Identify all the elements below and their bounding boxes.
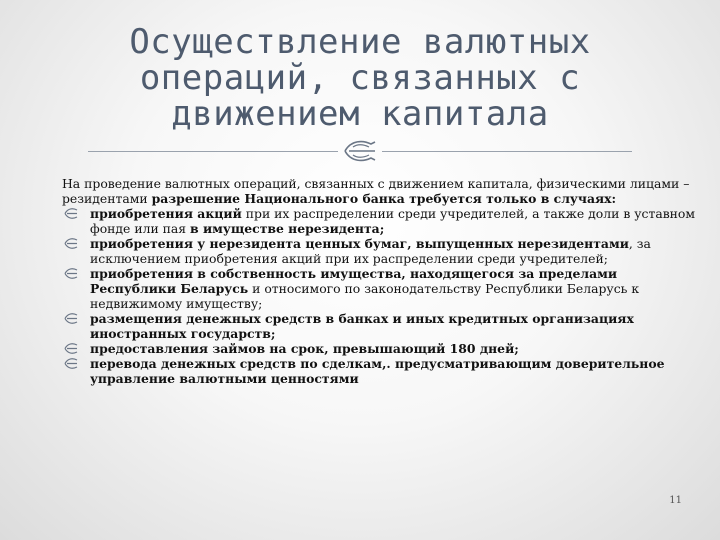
page-number: 11: [669, 495, 682, 506]
item-bold-text: в имуществе нерезидента;: [190, 221, 385, 236]
list-item: [62, 356, 702, 386]
title-divider-right: [382, 151, 632, 152]
item-bold-text: предоставления займов на срок, превышающий 180 дней;: [90, 341, 519, 356]
cases-list: [62, 206, 702, 386]
title-line-2: операций, связанных с: [139, 58, 581, 98]
item-bold-text: приобретения акций: [90, 206, 242, 221]
item-text: и относимого по законодательству Республики Беларусь к недвижимому имуществу;: [90, 281, 640, 311]
item-bold-text: приобретения у нерезидента ценных бумаг, выпущенных нерезидентами: [90, 236, 629, 251]
divider-ornament-icon: [341, 138, 379, 164]
slide-title: [40, 24, 680, 132]
bullet-icon: [64, 238, 78, 249]
item-bold-text: приобретения в собственность имущества, находящегося за пределами Республики Беларусь: [90, 266, 618, 296]
title-divider-left: [88, 151, 338, 152]
title-line-1: Осуществление валютных: [129, 22, 591, 62]
item-text: , за исключением приобретения акций при их распределении среди учредителей;: [90, 236, 651, 266]
item-text: при их распределении среди учредителей, а также доли в уставном фонде или пая: [90, 206, 696, 236]
intro-bold-text: разрешение Национального банка требуется только в случаях:: [151, 191, 617, 206]
intro-text: На проведение валютных операций, связанных с движением капитала, физическими лицами – резидентами: [62, 176, 690, 206]
item-bold-text: перевода денежных средств по сделкам,. предусматривающим доверительное управление валютными ценностями: [90, 356, 665, 386]
bullet-icon: [64, 358, 78, 369]
bullet-icon: [64, 343, 78, 354]
list-item: [62, 236, 702, 266]
item-bold-text: размещения денежных средств в банках и иных кредитных организациях иностранных государств;: [90, 311, 634, 341]
bullet-icon: [64, 208, 78, 219]
list-item: [62, 206, 702, 236]
list-item: [62, 266, 702, 311]
title-line-3: движением капитала: [171, 94, 549, 134]
list-item: [62, 341, 702, 356]
bullet-icon: [64, 268, 78, 279]
intro-paragraph: [62, 176, 702, 206]
list-item: [62, 311, 702, 341]
slide-body: [62, 176, 702, 386]
bullet-icon: [64, 313, 78, 324]
